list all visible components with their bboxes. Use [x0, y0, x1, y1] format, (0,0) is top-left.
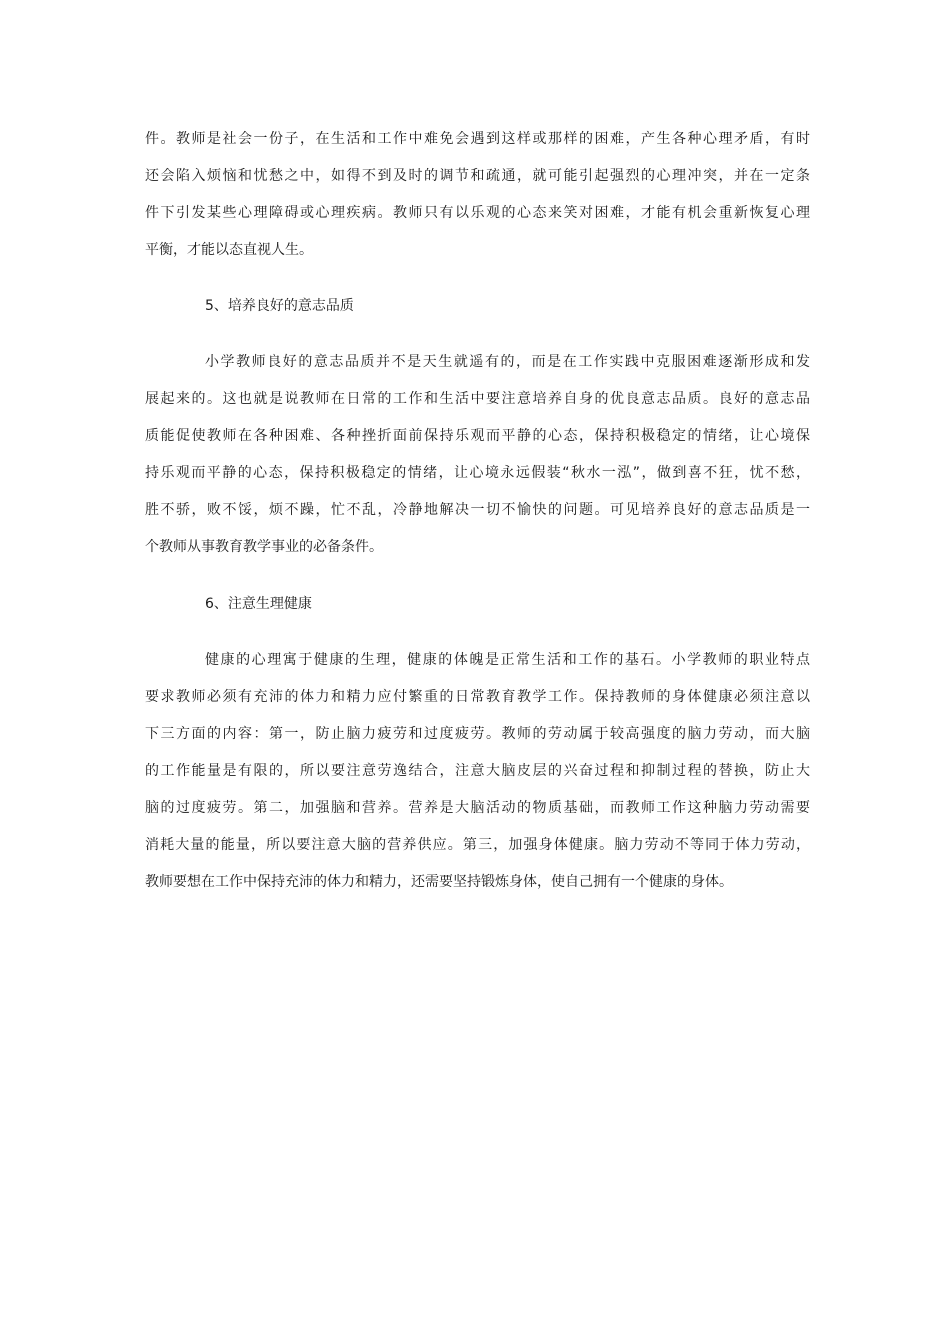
text-line: 小学教师良好的意志品质并不是天生就遥有的，而是在工作实践中克服困难逐渐形成和发 [205, 354, 810, 370]
text-line: 持乐观而平静的心态，保持积极稳定的情绪，让心境永远假装“秋水一泓”，做到喜不狂，忧不愁， [145, 465, 810, 481]
text-line: 胜不骄，败不馁，烦不躁，忙不乱，冷静地解决一切不愉快的问题。可见培养良好的意志品质是一 [145, 502, 810, 518]
text-line: 健康的心理寓于健康的生理，健康的体魄是正常生活和工作的基石。小学教师的职业特点 [205, 652, 810, 668]
text-line: 质能促使教师在各种困难、各种挫折面前保持乐观而平静的心态，保持积极稳定的情绪，让心境保 [145, 428, 810, 444]
text-line: 平衡，才能以态直视人生。 [145, 242, 313, 258]
text-line: 要求教师必须有充沛的体力和精力应付繁重的日常教育教学工作。保持教师的身体健康必须注意以 [145, 689, 810, 705]
text-line: 下三方面的内容：第一，防止脑力疲劳和过度疲劳。教师的劳动属于较高强度的脑力劳动，而大脑 [145, 726, 810, 742]
section-heading-5: 5、培养良好的意志品质 [205, 298, 354, 314]
text-line: 展起来的。这也就是说教师在日常的工作和生活中要注意培养自身的优良意志品质。良好的意志品 [145, 391, 810, 407]
text-line: 还会陷入烦恼和忧愁之中，如得不到及时的调节和疏通，就可能引起强烈的心理冲突，并在一定条 [145, 168, 810, 184]
text-line: 件下引发某些心理障碍或心理疾病。教师只有以乐观的心态来笑对困难，才能有机会重新恢复心理 [145, 205, 810, 221]
text-line: 件。教师是社会一份子，在生活和工作中难免会遇到这样或那样的困难，产生各种心理矛盾，有时 [145, 131, 810, 147]
text-line: 个教师从事教育教学事业的必备条件。 [145, 539, 383, 555]
text-line: 教师要想在工作中保持充沛的体力和精力，还需要坚持锻炼身体，使自己拥有一个健康的身体。 [145, 874, 733, 890]
text-line: 脑的过度疲劳。第二，加强脑和营养。营养是大脑活动的物质基础，而教师工作这种脑力劳动需要 [145, 800, 810, 816]
section-heading-6: 6、注意生理健康 [205, 596, 312, 612]
text-line: 消耗大量的能量，所以要注意大脑的营养供应。第三，加强身体健康。脑力劳动不等同于体力劳动， [145, 837, 810, 853]
text-line: 的工作能量是有限的，所以要注意劳逸结合，注意大脑皮层的兴奋过程和抑制过程的替换，防止大 [145, 763, 810, 779]
